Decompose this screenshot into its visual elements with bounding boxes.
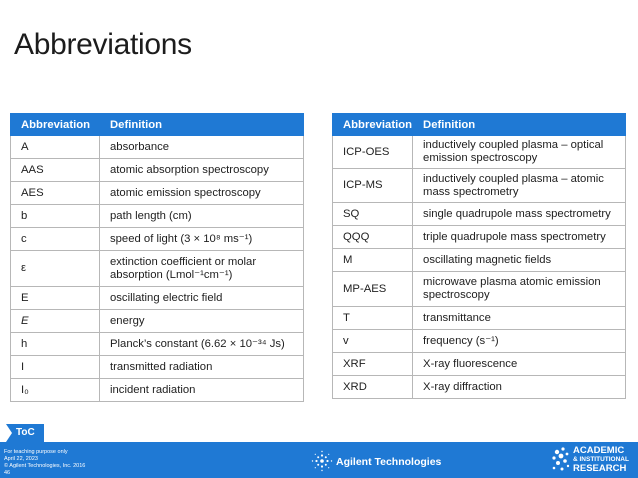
- abbr-cell: ICP-MS: [333, 169, 413, 203]
- abbr-cell: E: [11, 310, 100, 333]
- table-row: [11, 333, 304, 356]
- academic-research-wordmark: [573, 446, 629, 474]
- definition-cell: atomic absorption spectroscopy: [100, 159, 304, 182]
- definition-cell: X-ray diffraction: [413, 376, 626, 399]
- definition-cell: absorbance: [100, 136, 304, 159]
- definition-cell: X-ray fluorescence: [413, 353, 626, 376]
- table-row: [333, 307, 626, 330]
- abbr-cell: I: [11, 356, 100, 379]
- table-row: [11, 159, 304, 182]
- table-row: [333, 272, 626, 307]
- definition-cell: energy: [100, 310, 304, 333]
- abbr-cell: ε: [11, 251, 100, 287]
- table-row: [333, 330, 626, 353]
- abbr-cell: XRD: [333, 376, 413, 399]
- air-line-2: & INSTITUTIONAL: [573, 456, 629, 463]
- abbr-cell: QQQ: [333, 226, 413, 249]
- column-header-definition: Definition: [100, 114, 304, 136]
- abbr-cell: SQ: [333, 203, 413, 226]
- definition-cell: Planck’s constant (6.62 × 10⁻³⁴ Js): [100, 333, 304, 356]
- footer-notes: [4, 449, 85, 477]
- definition-cell: frequency (s⁻¹): [413, 330, 626, 353]
- abbr-cell: AES: [11, 182, 100, 205]
- footer-note: © Agilent Technologies, Inc. 2016: [4, 463, 86, 469]
- definition-cell: inductively coupled plasma – atomic mass spectrometry: [413, 169, 626, 203]
- table-row: [333, 169, 626, 203]
- table-header-row: [333, 114, 626, 136]
- toc-link[interactable]: ToC: [6, 424, 44, 442]
- table-row: [333, 203, 626, 226]
- table-row: [11, 379, 304, 402]
- table-row: [11, 182, 304, 205]
- table-row: [333, 226, 626, 249]
- table-row: [11, 205, 304, 228]
- definition-cell: speed of light (3 × 10⁸ ms⁻¹): [100, 228, 304, 251]
- abbr-cell: c: [11, 228, 100, 251]
- agilent-brand-name: Agilent Technologies: [336, 456, 442, 468]
- definition-cell: extinction coefficient or molar absorption (Lmol⁻¹cm⁻¹): [100, 251, 304, 287]
- definition-cell: atomic emission spectroscopy: [100, 182, 304, 205]
- definition-cell: path length (cm): [100, 205, 304, 228]
- footer-note: April 22, 2023: [4, 456, 38, 462]
- table-row: [333, 376, 626, 399]
- table-row: [333, 353, 626, 376]
- right-abbreviation-table: [332, 113, 626, 399]
- abbr-cell: M: [333, 249, 413, 272]
- abbr-cell: h: [11, 333, 100, 356]
- table-row: [333, 249, 626, 272]
- definition-cell: oscillating electric field: [100, 287, 304, 310]
- abbr-cell: I₀: [11, 379, 100, 402]
- column-header-definition: Definition: [413, 114, 626, 136]
- definition-cell: microwave plasma atomic emission spectroscopy: [413, 272, 626, 307]
- column-header-abbreviation: Abbreviation: [333, 114, 413, 136]
- abbr-cell: b: [11, 205, 100, 228]
- table-row: [11, 356, 304, 379]
- page-title: Abbreviations: [14, 28, 192, 61]
- abbr-cell: XRF: [333, 353, 413, 376]
- abbr-cell: MP-AES: [333, 272, 413, 307]
- column-header-abbreviation: Abbreviation: [11, 114, 100, 136]
- table-header-row: [11, 114, 304, 136]
- abbr-cell: AAS: [11, 159, 100, 182]
- table-row: [11, 228, 304, 251]
- table-row: [11, 287, 304, 310]
- footer-note: 46: [4, 470, 11, 476]
- table-row: [11, 136, 304, 159]
- definition-cell: incident radiation: [100, 379, 304, 402]
- air-line-1: ACADEMIC: [573, 445, 625, 456]
- table-row: [333, 136, 626, 169]
- definition-cell: oscillating magnetic fields: [413, 249, 626, 272]
- air-line-3: RESEARCH: [573, 463, 627, 474]
- table-row: [11, 310, 304, 333]
- definition-cell: transmitted radiation: [100, 356, 304, 379]
- footer-note: For teaching purpose only: [4, 449, 68, 455]
- definition-cell: inductively coupled plasma – optical emission spectroscopy: [413, 136, 626, 169]
- definition-cell: transmittance: [413, 307, 626, 330]
- definition-cell: single quadrupole mass spectrometry: [413, 203, 626, 226]
- left-abbreviation-table: [10, 113, 304, 402]
- abbr-cell: ICP-OES: [333, 136, 413, 169]
- abbr-cell: v: [333, 330, 413, 353]
- abbr-cell: A: [11, 136, 100, 159]
- definition-cell: triple quadrupole mass spectrometry: [413, 226, 626, 249]
- abbr-cell: E: [11, 287, 100, 310]
- table-row: [11, 251, 304, 287]
- abbr-cell: T: [333, 307, 413, 330]
